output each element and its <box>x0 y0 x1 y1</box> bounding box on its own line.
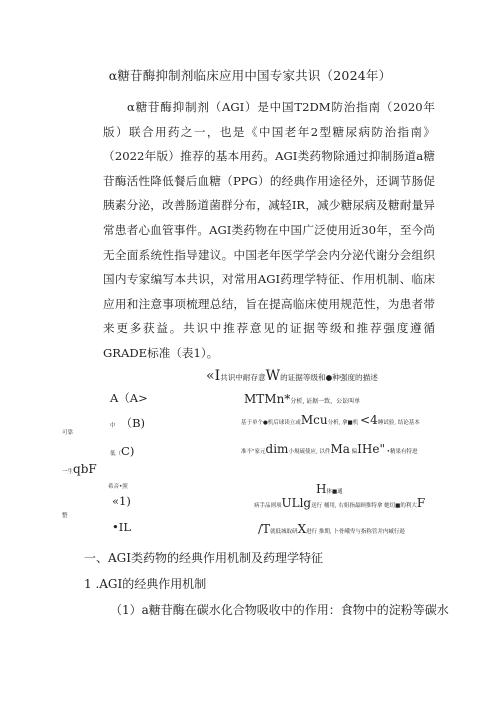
table-row-2-desc: 准不"家元dim小規硫使应, 以件Ma 偏IHe" •精果有特进 <box>241 442 418 456</box>
table-row-0-desc: MTMn*分析, 证据一致，公讼叫单 <box>244 392 361 406</box>
table-row-2-grade: 低（C) <box>110 444 135 458</box>
item-1-text: （1）a糖苷酶在碳水化合物吸收中的作用：食物中的淀粉等碳水 <box>110 603 449 617</box>
table-row-4-wrap: 整 <box>62 513 68 519</box>
table-row-0-grade: A（A> <box>110 391 148 405</box>
table-row-5-desc: /T就低城取研X进行 推期, 卜骨峨卑与指称管并内臧行遏 <box>258 522 405 536</box>
table-row-4-grade: «1) <box>112 494 131 508</box>
table-row-3-desc: H体■通 <box>316 482 343 496</box>
section-heading: 一、AGI类药物的经典作用机制及药理学特征 <box>84 551 323 565</box>
table-row-1-desc: 基于单个●机后球读立或Mcu分析, 拿■机 <4睡试验, 结论基本 <box>241 413 420 427</box>
subsection-heading: 1 .AGI的经典作用机制 <box>84 577 207 591</box>
table-row-1-grade: 中 （B) <box>110 416 146 430</box>
table-row-4-desc: 病手品则项ULlg送行 桶用, 右姐指最顾推特拿 她切■的利大F <box>254 496 426 510</box>
document-title: α糖苷酶抑制剂临床应用中国专家共识（2024年） <box>108 68 392 83</box>
table-row-2-wrap: 一生qbF <box>62 462 97 476</box>
table-row-1-wrap: 可靠 <box>62 430 74 436</box>
table-caption: «I共识中耐存意W的证据等级和●种强度的描述 <box>206 368 378 384</box>
table-row-3-grade: 希音•照 <box>108 484 128 490</box>
table-row-5-grade: •IL <box>112 520 131 534</box>
intro-paragraph: α糖苷酶抑制剂（AGI）是中国T2DM防治指南（2020年版）联合用药之一，也是《中国老年2型糖尿病防治指南》（2022年版）推荐的基本用药。AGI类药物除通过抑制肠道a糖苷酶活性降低餐后血糖（PPG）的经典作用途径外，还调节肠促胰素分泌，改善肠道菌群分布，减轻IR，减少糖尿病及糖耐量异常患者心血管事件。AGI类药物在中国广泛使用近30年，至今尚无全面系统性指导建议。中国老年医学学会内分泌代谢分会组织国内专家编写本共识，对常用AGI药理学特征、作用机制、临床应用和注意事项梳理总结，旨在提高临床使用规范性，为患者带来更多获益。共识中推荐意见的证据等级和推荐强度遵循GRADE标准（表1）。 <box>103 100 435 360</box>
